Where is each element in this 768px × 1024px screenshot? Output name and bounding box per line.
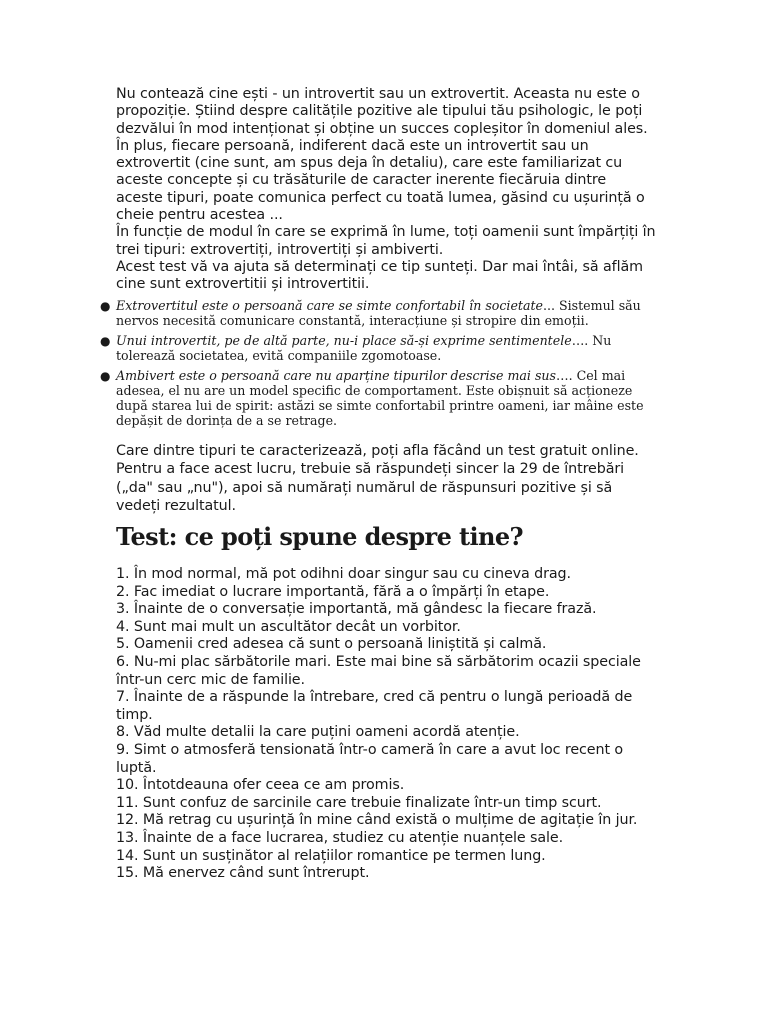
question-item: 9. Simt o atmosferă tensionată într-o cameră în care a avut loc recent o luptă.: [116, 741, 624, 776]
list-item: [100, 333, 660, 363]
question-item: 6. Nu-mi plac sărbătorile mari. Este mai bine să sărbătorim ocazii speciale într-un cerc mic de familie.: [116, 653, 641, 688]
question-item: 4. Sunt mai mult un ascultător decât un vorbitor.: [116, 618, 461, 635]
question-item: 10. Întotdeauna ofer ceea ce am promis.: [116, 777, 405, 794]
type-definition: Ambivert este o persoană care nu aparține tipurilor descrise mai sus: [116, 368, 556, 383]
intro-section: [116, 86, 656, 294]
question-item: 13. Înainte de a face lucrarea, studiez cu atenție nuanțele sale.: [116, 829, 564, 846]
type-definition: Unui introvertit, pe de altă parte, nu-i place să-și exprime sentimentele: [116, 333, 572, 348]
type-description: …. Cel mai adesea, el nu are un model specific de comportament. Este obișnuit să acționeze după starea lui de spirit: astăzi se simte confortabil printre oameni, iar mâine este depășit de dorința de a se retrage.: [116, 368, 644, 428]
type-definition: Extrovertitul este o persoană care se simte confortabil în societate: [116, 298, 543, 313]
question-item: 1. În mod normal, mă pot odihni doar singur sau cu cineva drag.: [116, 566, 571, 582]
question-item: 15. Mă enervez când sunt întrerupt.: [116, 865, 370, 882]
intro-paragraph: Nu contează cine ești - un introvertit sau un extrovertit. Aceasta nu este o propoziție. Știind despre calitățile pozitive ale tipului tău psihologic, le poți dezvălui în mod intenționat și obține un succes copleșitor în domeniul ales. În plus, fiecare persoană, indiferent dacă este un introvertit sau un extrovertit (cine sunt, am spus deja în detaliu), care este familiarizat cu aceste concepte și cu trăsăturile de caracter inerente fiecăruia dintre aceste tipuri, poate comunica perfect cu toată lumea, găsind cu ușurință o cheie pentru acestea ...: [116, 86, 648, 224]
list-item: [100, 298, 660, 328]
intro-paragraph: Acest test vă va ajuta să determinați ce tip sunteți. Dar mai întâi, să aflăm cine sunt extrovertitii și introvertitii.: [116, 258, 643, 293]
section-heading: Test: ce poți spune despre tine?: [116, 522, 523, 551]
intro-paragraph: În funcție de modul în care se exprimă în lume, toți oamenii sunt împărțiți în trei tipuri: extrovertiți, introvertiți și ambiverti.: [116, 224, 656, 258]
bullet-icon: ●: [100, 369, 111, 383]
bullet-icon: ●: [100, 334, 111, 348]
question-list: [116, 566, 656, 883]
type-description: …. Nu tolerează societatea, evită companiile zgomotoase.: [116, 333, 612, 363]
question-item: 11. Sunt confuz de sarcinile care trebuie finalizate într-un timp scurt.: [116, 794, 602, 811]
question-item: 2. Fac imediat o lucrare importantă, fără a o împărți în etape.: [116, 583, 550, 600]
question-item: 5. Oamenii cred adesea că sunt o persoană liniștită și calmă.: [116, 636, 547, 653]
type-description: ... Sistemul său nervos necesită comunicare constantă, interacțiune și stropire din emoții.: [116, 298, 641, 328]
question-item: 7. Înainte de a răspunde la întrebare, cred că pentru o lungă perioadă de timp.: [116, 689, 633, 723]
question-item: 12. Mă retrag cu ușurință în mine când există o mulțime de agitație în jur.: [116, 812, 638, 829]
question-item: 3. Înainte de o conversație importantă, mă gândesc la fiecare frază.: [116, 601, 597, 618]
list-item: [100, 368, 660, 428]
summary-paragraph: Care dintre tipuri te caracterizează, poți afla făcând un test gratuit online. Pentru a face acest lucru, trebuie să răspundeți sincer la 29 de întrebări („da" sau „nu"), apoi să numărați numărul de răspunsuri pozitive și să vedeți rezultatul.: [116, 443, 639, 514]
question-item: 8. Văd multe detalii la care puțini oameni acordă atenție.: [116, 724, 520, 741]
bullet-icon: ●: [100, 299, 111, 313]
personality-types-list: [100, 298, 660, 433]
question-item: 14. Sunt un susținător al relațiilor romantice pe termen lung.: [116, 847, 546, 864]
